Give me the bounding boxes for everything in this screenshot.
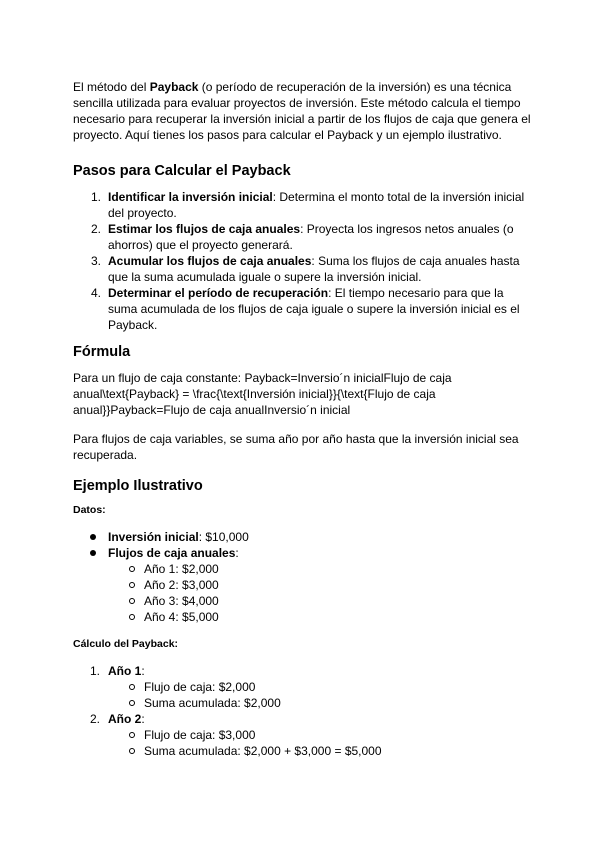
steps-list (73, 189, 533, 333)
data-list (73, 529, 533, 561)
calc-year-item (73, 663, 533, 679)
flows-colon: : (235, 546, 239, 560)
calc-number: 2. (90, 712, 101, 726)
year-item (73, 561, 533, 577)
circle-bullet-icon (129, 566, 135, 572)
investment-value: : $10,000 (198, 530, 249, 544)
intro-bold-term: Payback (149, 80, 199, 94)
formula-text: Para un flujo de caja constante: Payback=Inversio´n inicialFlujo de caja anual\text{Payback} = \frac{\text{Inversión inicial}}{\text{Flujo de caja anual}}Payback=Flujo de caja anualInversio´n inicial (73, 371, 452, 417)
calc-colon: : (141, 664, 145, 678)
year-text: Año 3: $4,000 (144, 594, 219, 608)
calc-year-label: Año 2 (108, 712, 142, 726)
calc-year-item (73, 711, 533, 727)
calc-sub-list (73, 679, 533, 711)
year-item (73, 577, 533, 593)
calc-sub-text: Flujo de caja: $3,000 (144, 728, 256, 742)
example-heading: Ejemplo Ilustrativo (73, 478, 203, 494)
circle-bullet-icon (129, 614, 135, 620)
investment-label: Inversión inicial (108, 530, 199, 544)
step-item (73, 253, 533, 285)
step-number: 4. (91, 286, 102, 300)
circle-bullet-icon (129, 732, 135, 738)
formula-heading: Fórmula (73, 344, 131, 360)
calc-year-label: Año 1 (108, 664, 142, 678)
document-body (73, 79, 533, 759)
calc-list (73, 663, 533, 679)
calc-sub-text: Suma acumulada: $2,000 + $3,000 = $5,000 (144, 744, 382, 758)
intro-text-start: El método del (73, 80, 150, 94)
intro-paragraph (73, 79, 533, 143)
calc-sub-item (73, 679, 533, 695)
circle-bullet-icon (129, 598, 135, 604)
circle-bullet-icon (129, 748, 135, 754)
year-text: Año 4: $5,000 (144, 610, 219, 624)
step-title: Estimar los flujos de caja anuales (108, 222, 301, 236)
step-title: Identificar la inversión inicial (108, 190, 273, 204)
year-text: Año 1: $2,000 (144, 562, 219, 576)
circle-bullet-icon (129, 684, 135, 690)
calc-sub-text: Flujo de caja: $2,000 (144, 680, 256, 694)
variable-flows-text: Para flujos de caja variables, se suma año por año hasta que la inversión inicial sea recuperada. (73, 432, 519, 462)
year-item (73, 609, 533, 625)
step-number: 1. (91, 190, 102, 204)
calc-sub-item (73, 695, 533, 711)
step-item (73, 221, 533, 253)
bullet-icon (90, 534, 96, 540)
step-text: : Proyecta los ingresos netos anuales (o ahorros) que el proyecto generará. (108, 222, 514, 252)
calc-sub-text: Suma acumulada: $2,000 (144, 696, 281, 710)
bullet-icon (90, 550, 96, 556)
calc-list (73, 711, 533, 727)
step-title: Acumular los flujos de caja anuales (108, 254, 312, 268)
calc-sub-item (73, 727, 533, 743)
step-item (73, 189, 533, 221)
circle-bullet-icon (129, 582, 135, 588)
calc-heading: Cálculo del Payback: (73, 638, 179, 650)
year-text: Año 2: $3,000 (144, 578, 219, 592)
years-list (73, 561, 533, 625)
datos-heading: Datos: (73, 504, 106, 516)
calc-number: 1. (90, 664, 101, 678)
calc-sub-item (73, 743, 533, 759)
step-number: 2. (91, 222, 102, 236)
year-item (73, 593, 533, 609)
step-number: 3. (91, 254, 102, 268)
intro-text-rest: (o período de recuperación de la inversión) es una técnica sencilla utilizada para evaluar proyectos de inversión. Este método calcula el tiempo necesario para recuperar la inversión inicial a partir de los flujos de caja que genera el proyecto. Aquí tienes los pasos para calcular el Payback y un ejemplo ilustrativo. (73, 80, 531, 142)
calc-colon: : (141, 712, 145, 726)
step-text: : El tiempo necesario para que la suma acumulada de los flujos de caja iguale o supere la inversión inicial es el Payback. (108, 286, 520, 332)
circle-bullet-icon (129, 700, 135, 706)
step-text: : Determina el monto total de la inversión inicial del proyecto. (108, 190, 525, 220)
data-item-investment (73, 529, 533, 545)
step-title: Determinar el período de recuperación (108, 286, 329, 300)
step-text: : Suma los flujos de caja anuales hasta que la suma acumulada iguale o supere la inversión inicial. (108, 254, 520, 284)
steps-heading: Pasos para Calcular el Payback (73, 163, 291, 179)
step-item (73, 285, 533, 333)
calc-sub-list (73, 727, 533, 759)
flows-label: Flujos de caja anuales (108, 546, 236, 560)
data-item-flows (73, 545, 533, 561)
